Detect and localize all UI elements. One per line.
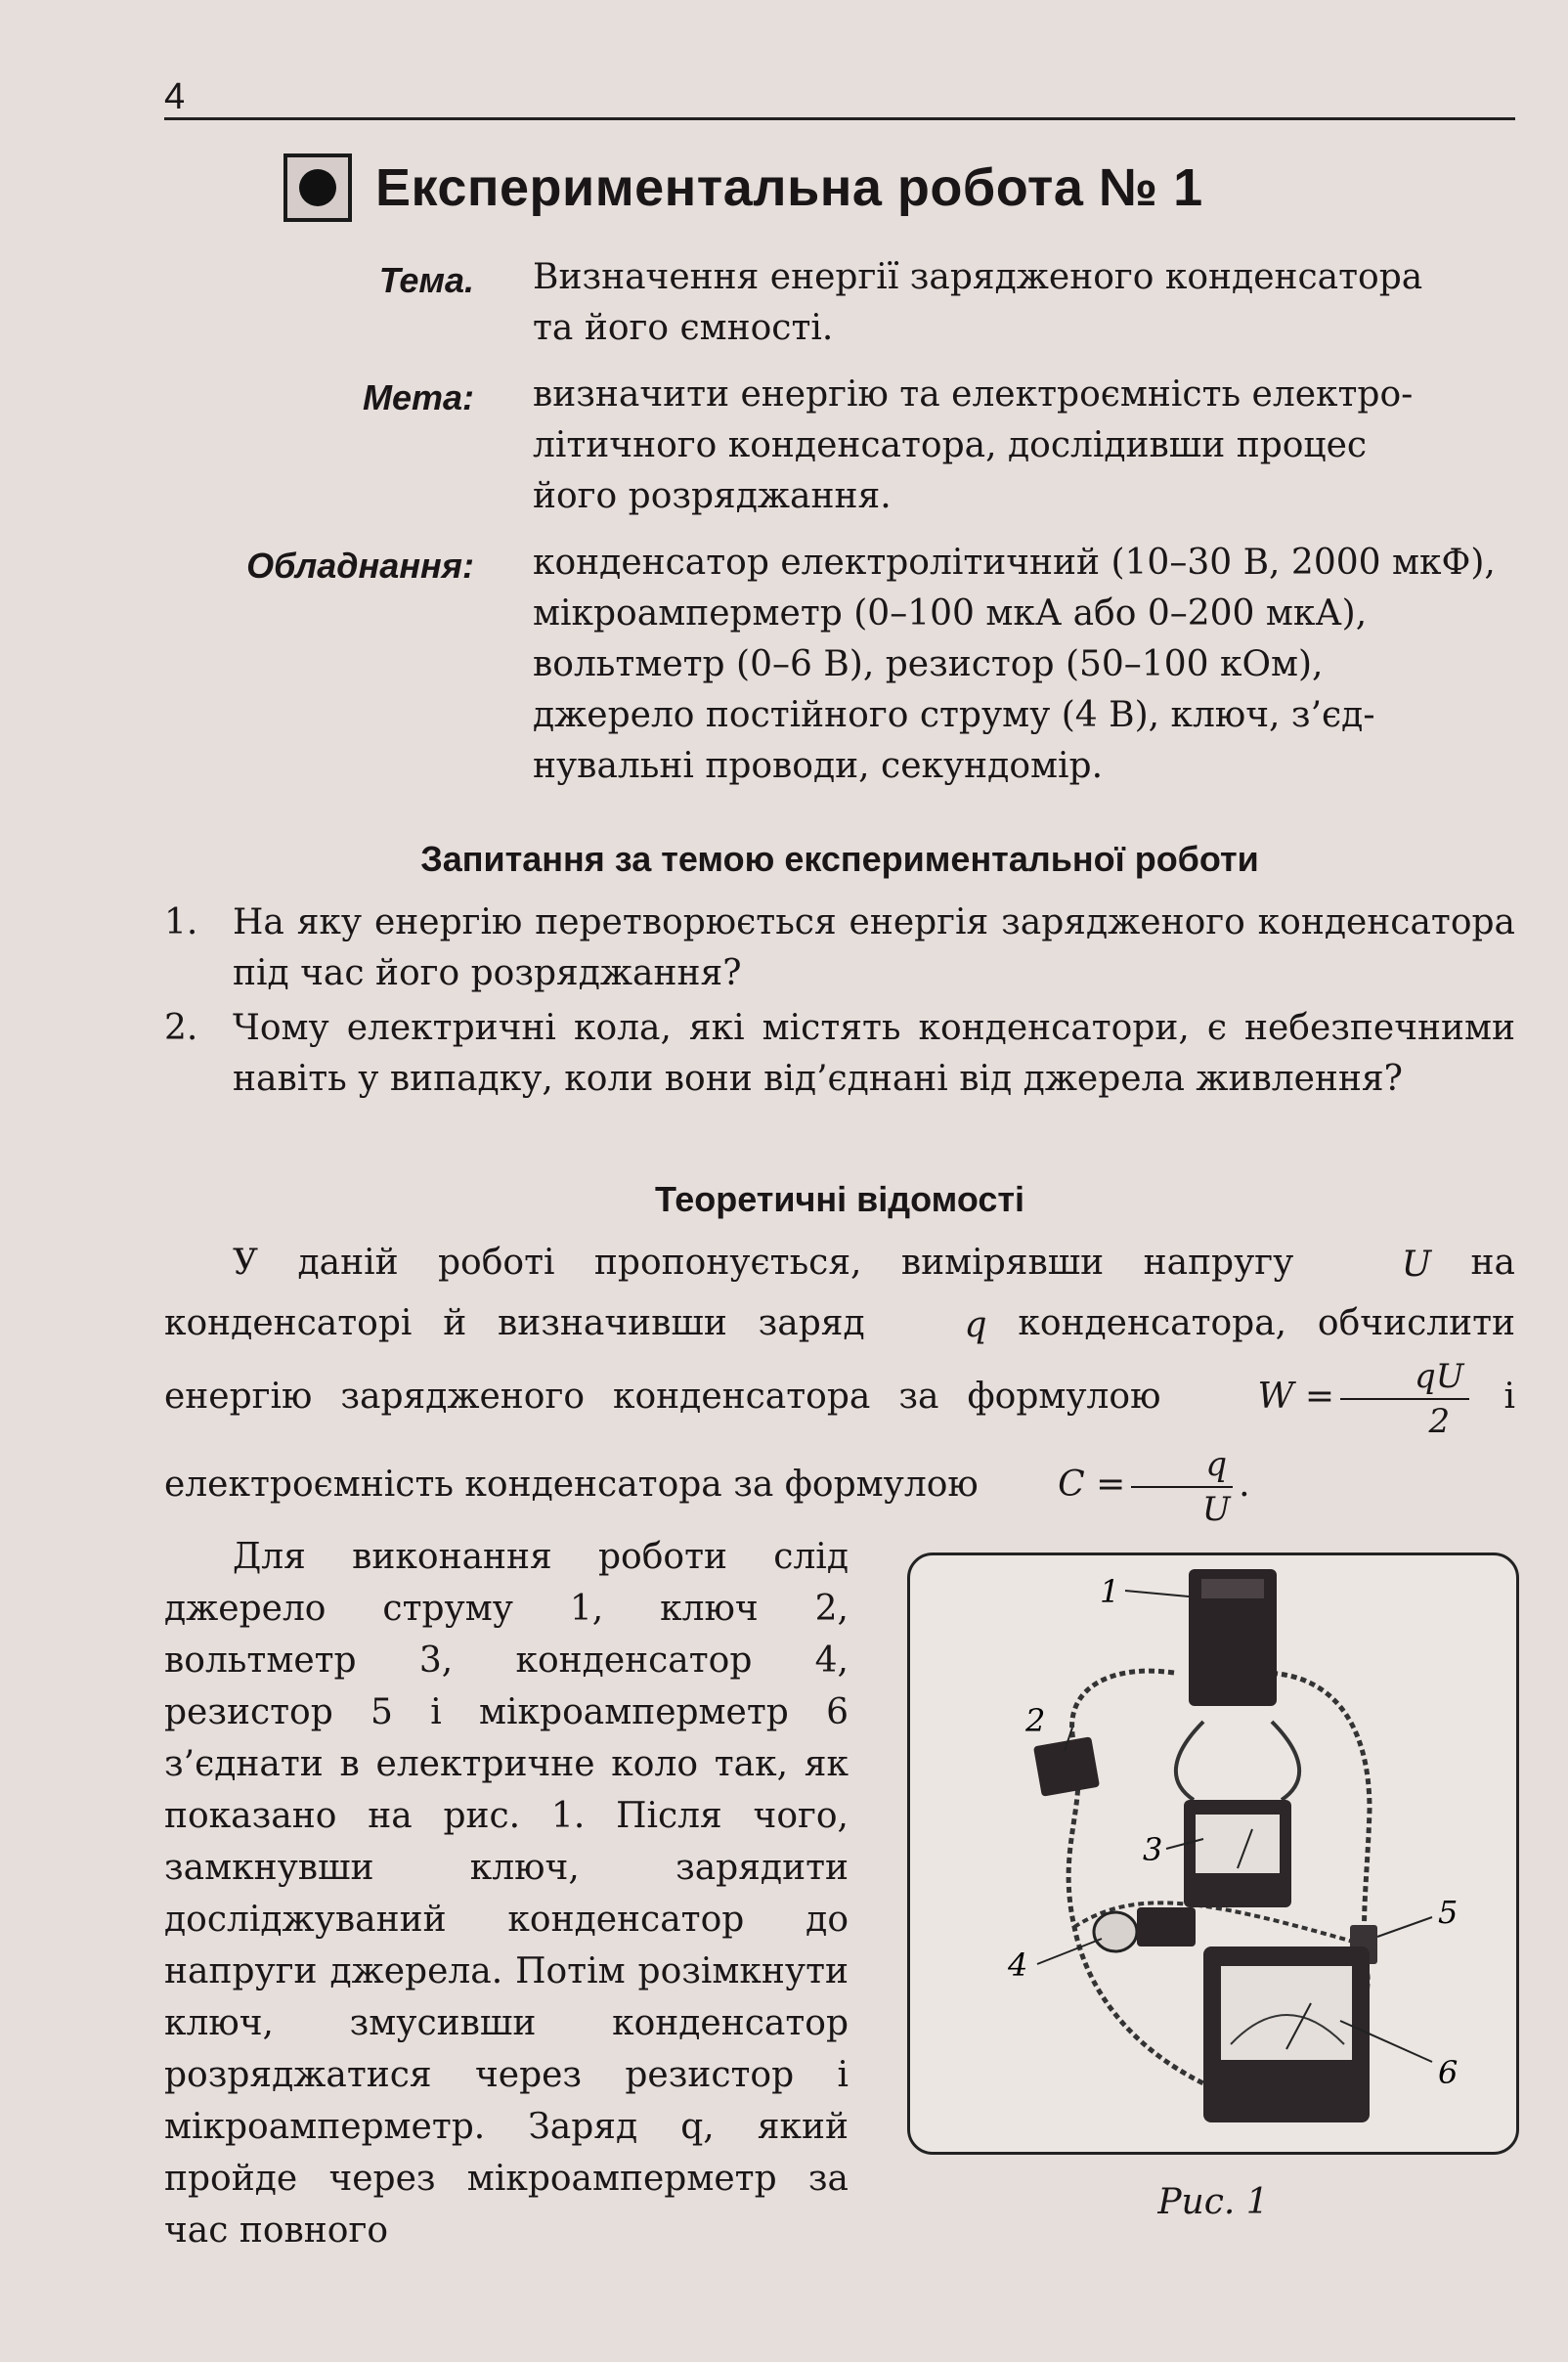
bullet-icon bbox=[283, 153, 352, 222]
figure-label-5: 5 bbox=[1438, 1894, 1459, 1931]
figure-label-6: 6 bbox=[1438, 2054, 1459, 2091]
meta-text-goal: визначити енергію та електроємність електро- літичного конденсатора, дослідивши процес його розряджання. bbox=[533, 374, 1414, 516]
meta-label-goal: Мета: bbox=[362, 377, 474, 417]
theory-paragraph-1: У даній роботі пропонується, вимірявши напругу U на конденсаторі й визначивши заряд q конденсатора, обчислити енергію зарядженого конденсатора за формулою W = $\frac{qU}{2}$ і електроємність конденсатора за формулою C = $\frac{q}{U}$ . bbox=[164, 1243, 1515, 1529]
theory-paragraph-2: Для виконання роботи слід джерело струму 1, ключ 2, вольтметр 3, конденсатор 4, резистор 5 і мікроамперметр 6 з’єднати в електричне коло так, як показано на рис. 1. Після чого, замкнувши ключ, зарядити досліджуваний конденсатор до напруги джерела. Потім розімкнути ключ, змусивши конденсатор розряджатися через резистор і мікроамперметр. Заряд q, який пройде через мікроамперметр за час повного bbox=[164, 1537, 849, 2251]
meta-text-topic: Визначення енергії зарядженого конденсатора та його ємності. bbox=[533, 257, 1423, 348]
page-title: Експериментальна робота № 1 bbox=[375, 158, 1203, 217]
figure-caption: Рис. 1 bbox=[1157, 2182, 1269, 2222]
meta-label-topic: Тема. bbox=[378, 260, 474, 300]
figure-circuit-photo bbox=[907, 1553, 1519, 2155]
header-rule bbox=[164, 117, 1515, 120]
theory-heading: Теоретичні відомості bbox=[655, 1179, 1024, 1219]
page-number: 4 bbox=[164, 76, 186, 117]
formula-capacitance: C = $\frac{q}{U}$ bbox=[989, 1443, 1239, 1531]
question-item: 1. На яку енергію перетворюється енергія зарядженого конденсатора під час його розряджання? bbox=[164, 902, 1515, 993]
question-item: 2. Чому електричні кола, які містять конденсатори, є небезпечними навіть у випадку, коли вони від’єднані від джерела живлення? bbox=[164, 1008, 1515, 1099]
figure-label-2: 2 bbox=[1025, 1702, 1046, 1739]
circuit-illustration bbox=[910, 1555, 1516, 2152]
figure-label-4: 4 bbox=[1008, 1946, 1028, 1984]
meta-label-equipment: Обладнання: bbox=[246, 546, 474, 586]
capacitor bbox=[1094, 1912, 1137, 1951]
figure-label-3: 3 bbox=[1143, 1831, 1163, 1868]
figure-label-1: 1 bbox=[1100, 1573, 1120, 1610]
meta-text-equipment: конденсатор електролітичний (10–30 В, 2000 мкФ), мікроамперметр (0–100 мкА або 0–200 мкА), вольтметр (0–6 В), резистор (50–100 кОм), джерело постійного струму (4 В), ключ, з’єд- нувальні проводи, секундомір. bbox=[533, 543, 1496, 786]
formula-energy: W = $\frac{qU}{2}$ bbox=[1189, 1355, 1475, 1443]
questions-heading: Запитання за темою експериментальної роботи bbox=[420, 839, 1259, 879]
title-row bbox=[283, 149, 1203, 227]
